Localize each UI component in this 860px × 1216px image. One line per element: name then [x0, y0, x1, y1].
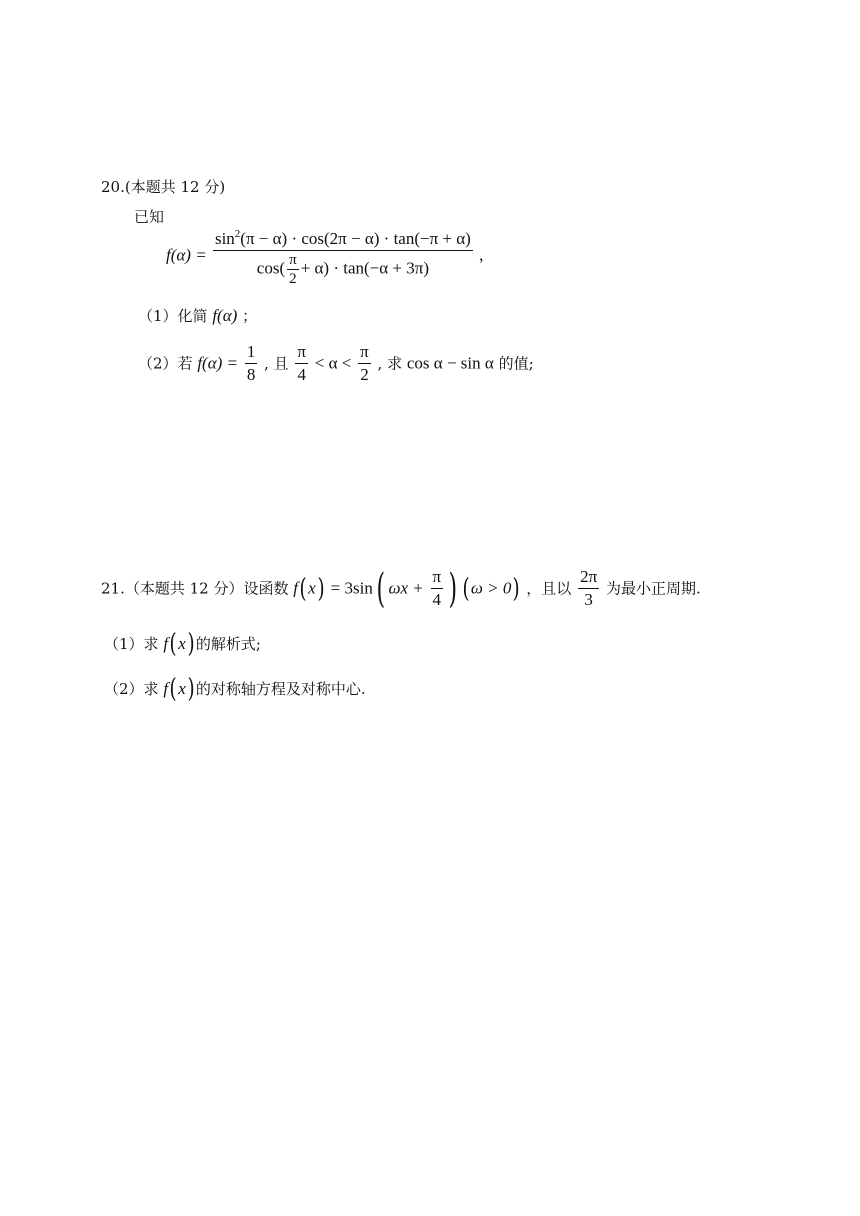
q21-cond: ω > 0	[470, 578, 512, 598]
q21-header: 21.（本题共 12 分）设函数	[101, 579, 289, 598]
q20-numerator: $\sin^2(\pi - \alpha) \cdot \cos(2\pi - \alpha) \cdot \tan(-\pi + \alpha)$	[213, 223, 473, 251]
q21-part2	[104, 674, 366, 704]
q21-part1-end: 的解析式;	[195, 635, 261, 653]
q20-formula	[166, 223, 483, 288]
q20-part2-pi-over-4: $\frac{\pi}{4}$	[297, 342, 307, 384]
q21-pi-over-4: $\frac{\pi}{4}$	[432, 567, 442, 609]
q21-part2-paren-close: )	[187, 674, 195, 704]
q20-part1-label: （1）化简	[138, 307, 208, 325]
q21-part1-paren-open: (	[169, 629, 177, 659]
q21-eq: = 3sin	[330, 578, 373, 598]
q21-and: ，且以	[526, 579, 572, 598]
q20-denominator: cos( $\frac{\pi}{2}$ + α) · tan(−α + 3π)	[256, 252, 430, 287]
q21-part1-x: x	[178, 634, 186, 653]
q21-big-paren-open: (	[376, 565, 385, 612]
q20-part2-label: （2）若	[138, 354, 193, 373]
q21-statement	[101, 566, 701, 611]
q21-part1-paren-close: )	[187, 629, 195, 659]
q21-x: x	[308, 578, 316, 598]
q21-f: f	[293, 578, 298, 598]
q20-formula-fraction	[213, 223, 473, 288]
q21-part2-f: f	[163, 679, 169, 698]
q21-part2-paren-open: (	[169, 674, 177, 704]
q21-part1-f: f	[163, 634, 169, 653]
q20-part2-one-eighth: $\frac{1}{8}$	[246, 342, 256, 384]
q21-cond-close: )	[512, 573, 520, 604]
q21-part2-x: x	[178, 679, 186, 698]
q20-formula-lhs: f(α) =	[166, 245, 207, 265]
q20-den-pi-over-2: $\frac{\pi}{2}$	[289, 252, 297, 287]
q21-part1	[104, 629, 261, 659]
q21-big-paren-close: )	[448, 565, 458, 612]
q21-paren-open: (	[299, 573, 307, 604]
q20-part2-lhs: f(α) =	[197, 353, 239, 373]
q20-part2-expr: cos α − sin α	[406, 353, 494, 373]
q20-part2-pi-over-2: $\frac{\pi}{2}$	[360, 342, 369, 384]
q21-paren-close: )	[317, 573, 325, 604]
q20-part2	[138, 341, 534, 386]
q21-cond-open: (	[462, 573, 470, 604]
q20-formula-comma: ,	[479, 245, 484, 265]
q21-part2-label: （2）求	[104, 680, 159, 698]
q20-part2-ask: , 求	[377, 354, 403, 373]
q21-two-pi-over-3: $\frac{2\pi}{3}$	[580, 567, 598, 609]
q20-part2-end: 的值;	[498, 354, 534, 373]
q20-part1-end: ；	[242, 307, 258, 325]
q20-header: 20.(本题共 12 分)	[101, 178, 226, 196]
q20-part1-expr: f(α)	[212, 306, 238, 325]
q21-part2-end: 的对称轴方程及对称中心.	[195, 680, 366, 698]
q20-part1	[138, 306, 257, 326]
q21-omega-x: ωx +	[388, 578, 424, 598]
q20-part2-mid: < α <	[314, 353, 352, 373]
q20-known: 已知	[134, 208, 165, 226]
q21-tail: 为最小正周期.	[605, 579, 701, 598]
q21-part1-label: （1）求	[104, 635, 159, 653]
q20-part2-and: , 且	[264, 354, 289, 373]
